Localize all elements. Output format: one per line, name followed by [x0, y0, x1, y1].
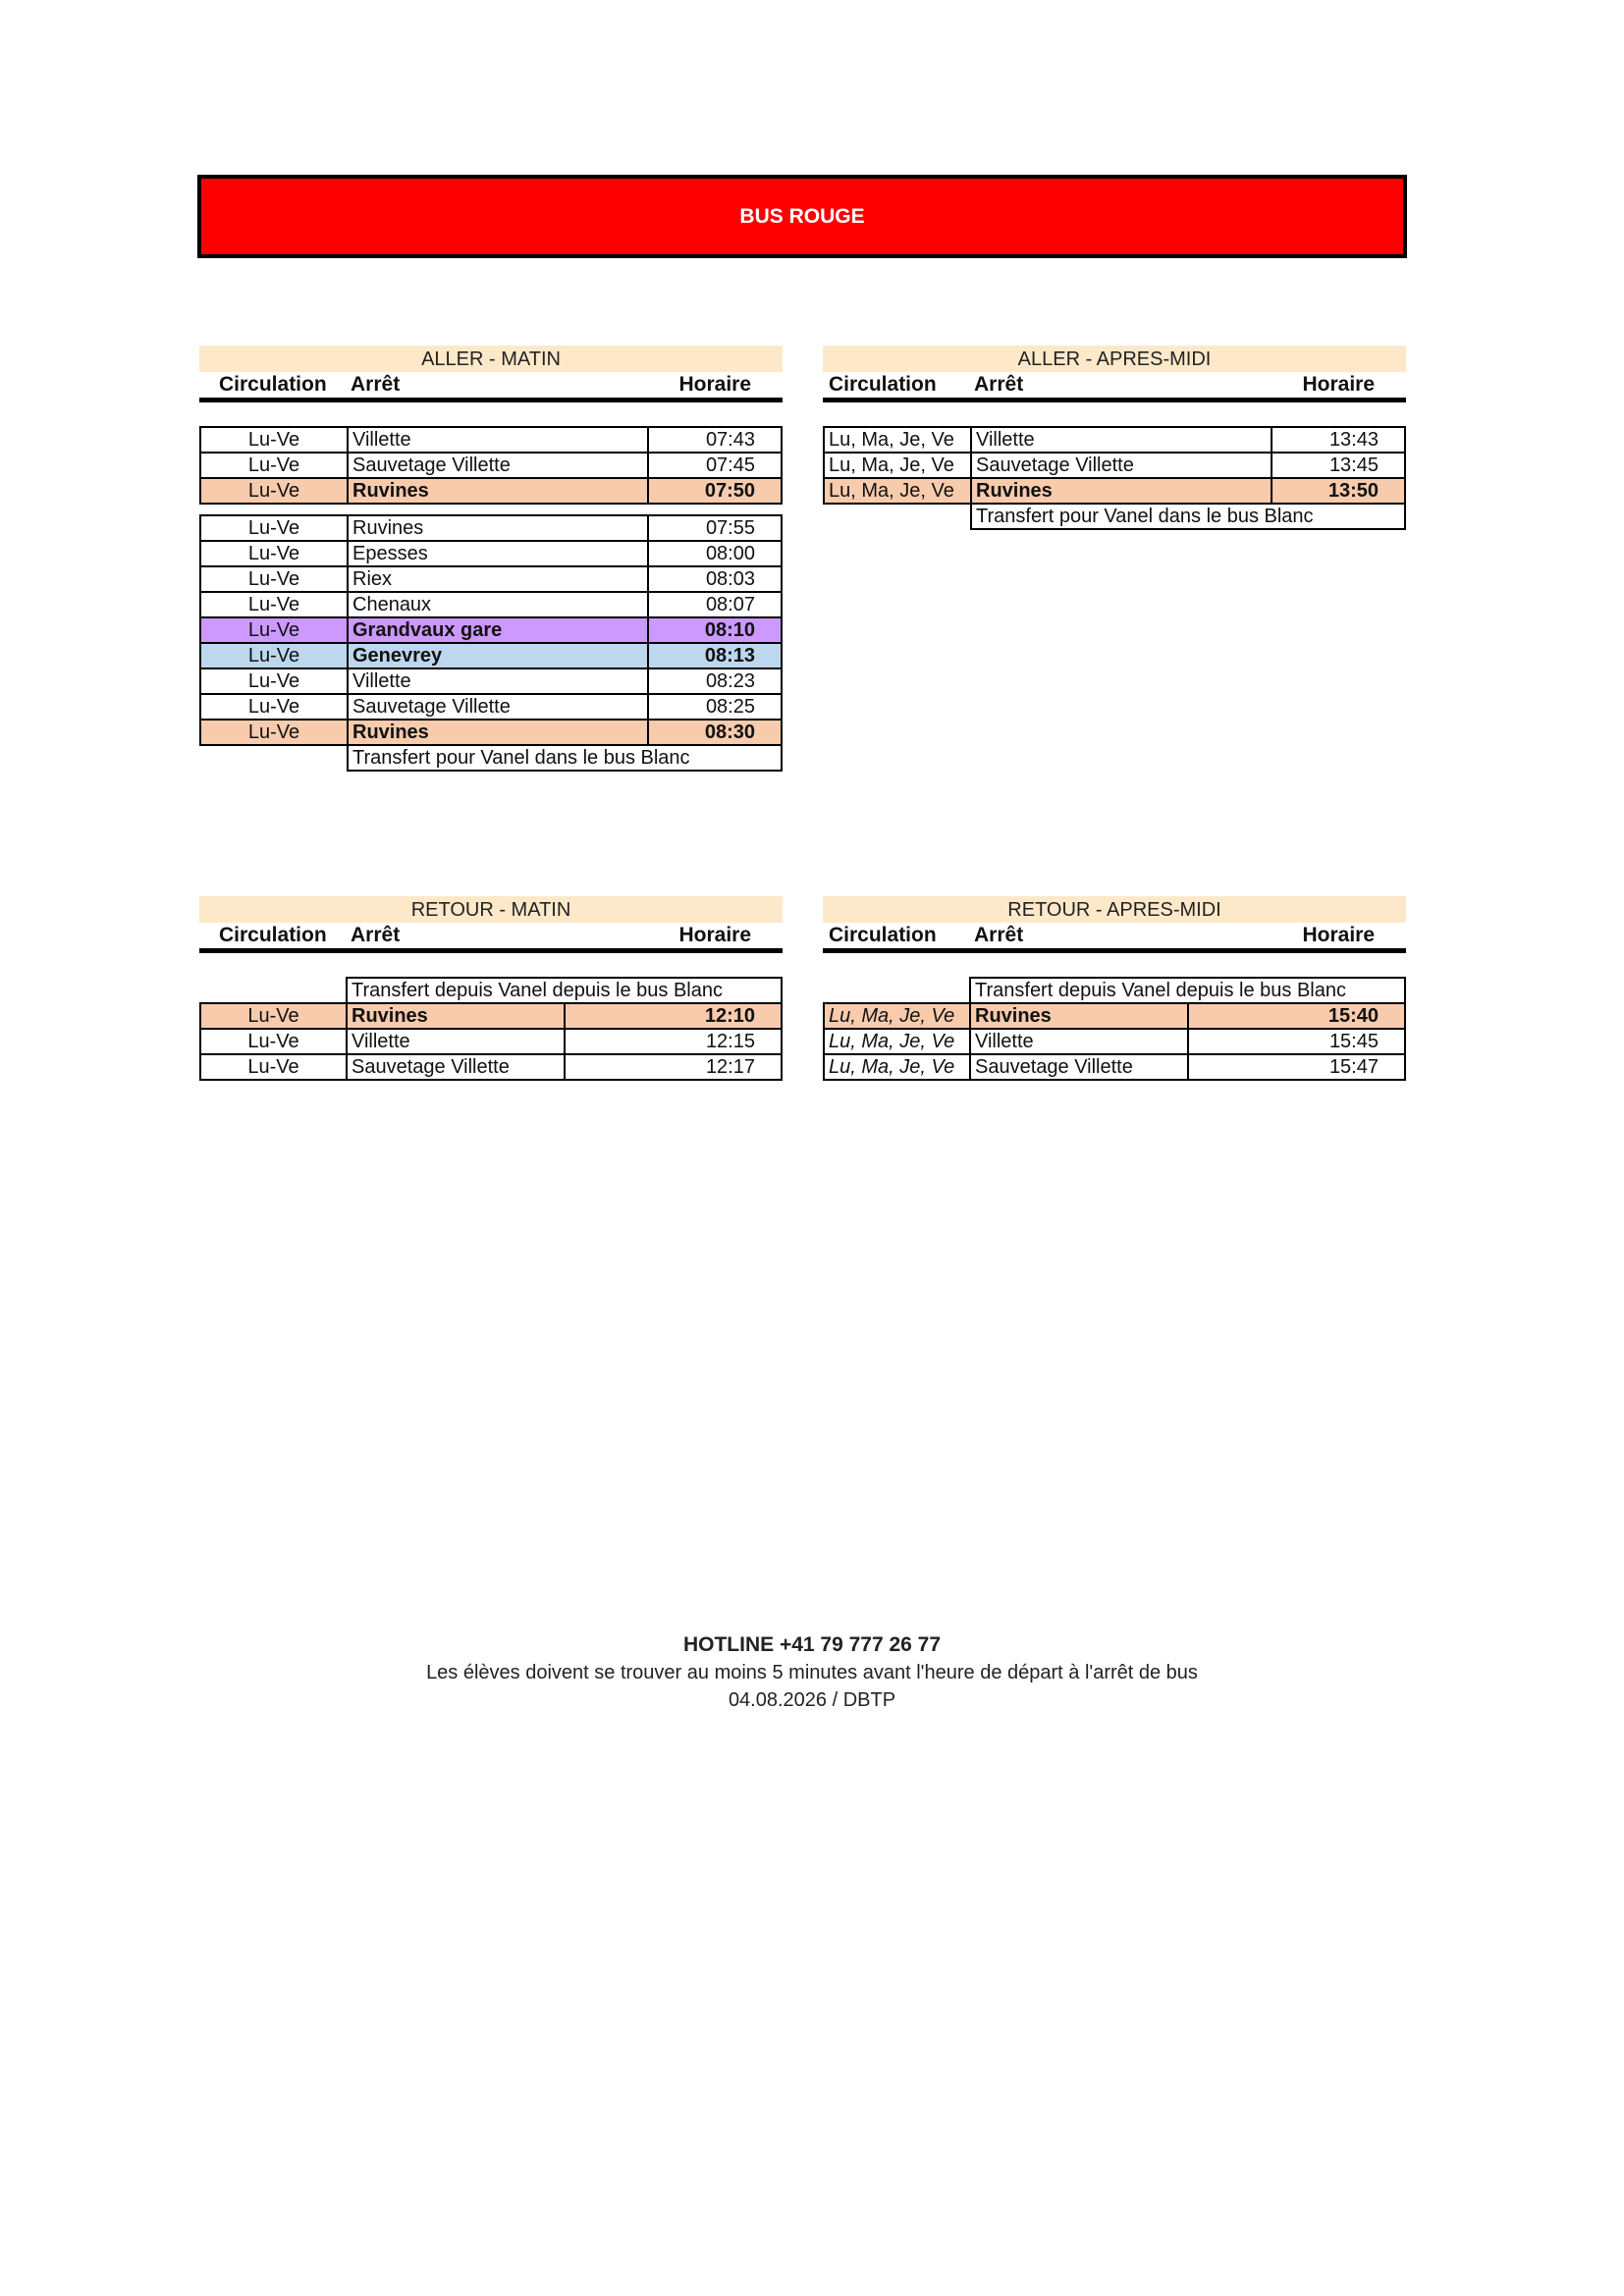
- retour-apres-midi-section: [823, 896, 1406, 1081]
- circulation-cell: Lu-Ve: [200, 566, 348, 592]
- time-cell: 13:45: [1272, 453, 1405, 478]
- blank-cell: [824, 504, 971, 529]
- header-horaire: Horaire: [678, 924, 751, 946]
- header-arret: Arrêt: [351, 373, 401, 396]
- stop-cell: Ruvines: [348, 478, 648, 504]
- circulation-cell: Lu, Ma, Je, Ve: [824, 478, 971, 504]
- schedule-row: [200, 720, 782, 745]
- stop-cell: Sauvetage Villette: [347, 1054, 565, 1080]
- schedule-table: [823, 426, 1406, 530]
- circulation-cell: Lu-Ve: [200, 720, 348, 745]
- stop-cell: Sauvetage Villette: [348, 453, 648, 478]
- column-header: [199, 923, 783, 953]
- schedule-row: [200, 617, 782, 643]
- stop-cell: Grandvaux gare: [348, 617, 648, 643]
- schedule-row: [824, 1029, 1405, 1054]
- circulation-cell: Lu-Ve: [200, 643, 348, 668]
- time-cell: 15:47: [1188, 1054, 1406, 1080]
- stop-cell: Sauvetage Villette: [971, 453, 1272, 478]
- circulation-cell: Lu-Ve: [200, 427, 348, 453]
- circulation-cell: Lu-Ve: [200, 1029, 347, 1054]
- aller-matin-section: [199, 346, 783, 772]
- time-cell: 08:30: [648, 720, 782, 745]
- time-cell: 08:13: [648, 643, 782, 668]
- circulation-cell: Lu, Ma, Je, Ve: [824, 1003, 970, 1029]
- blank-cell: [200, 745, 348, 771]
- stop-cell: Ruvines: [348, 515, 648, 541]
- schedule-table: [823, 977, 1406, 1081]
- header-circulation: Circulation: [829, 924, 937, 946]
- schedule-row: [824, 1003, 1405, 1029]
- schedule-row: [200, 453, 782, 478]
- section-title: ALLER - MATIN: [199, 346, 783, 372]
- circulation-cell: Lu-Ve: [200, 478, 348, 504]
- time-cell: 07:55: [648, 515, 782, 541]
- stop-cell: Ruvines: [347, 1003, 565, 1029]
- time-cell: 07:45: [648, 453, 782, 478]
- transfer-note: Transfert pour Vanel dans le bus Blanc: [971, 504, 1405, 529]
- schedule-row: [200, 1029, 782, 1054]
- schedule-row: [200, 643, 782, 668]
- circulation-cell: Lu-Ve: [200, 453, 348, 478]
- document-date: 04.08.2026 / DBTP: [728, 1689, 896, 1711]
- transfer-note-row: [824, 504, 1405, 529]
- time-cell: 08:23: [648, 668, 782, 694]
- stop-cell: Sauvetage Villette: [970, 1054, 1188, 1080]
- header-horaire: Horaire: [678, 373, 751, 396]
- time-cell: 08:03: [648, 566, 782, 592]
- section-title: RETOUR - MATIN: [199, 896, 783, 923]
- stop-cell: Villette: [347, 1029, 565, 1054]
- circulation-cell: Lu, Ma, Je, Ve: [824, 1029, 970, 1054]
- blank-cell: [824, 978, 970, 1003]
- section-title: ALLER - APRES-MIDI: [823, 346, 1406, 372]
- schedule-row: [200, 427, 782, 453]
- stop-cell: Villette: [970, 1029, 1188, 1054]
- transfer-note: Transfert depuis Vanel depuis le bus Blanc: [970, 978, 1405, 1003]
- stop-cell: Ruvines: [348, 720, 648, 745]
- schedule-table: [199, 514, 783, 772]
- transfer-note-row: [200, 978, 782, 1003]
- circulation-cell: Lu-Ve: [200, 668, 348, 694]
- stop-cell: Sauvetage Villette: [348, 694, 648, 720]
- circulation-cell: Lu-Ve: [200, 617, 348, 643]
- time-cell: 15:40: [1188, 1003, 1406, 1029]
- time-cell: 08:00: [648, 541, 782, 566]
- time-cell: 12:17: [565, 1054, 783, 1080]
- circulation-cell: Lu-Ve: [200, 1054, 347, 1080]
- schedule-row: [200, 1054, 782, 1080]
- circulation-cell: Lu, Ma, Je, Ve: [824, 427, 971, 453]
- schedule-table: [199, 977, 783, 1081]
- stop-cell: Villette: [348, 668, 648, 694]
- schedule-row: [824, 427, 1405, 453]
- schedule-row: [200, 478, 782, 504]
- aller-apres-midi-section: [823, 346, 1406, 530]
- schedule-table: [199, 426, 783, 505]
- header-arret: Arrêt: [351, 924, 401, 946]
- retour-matin-section: [199, 896, 783, 1081]
- circulation-cell: Lu-Ve: [200, 592, 348, 617]
- transfer-note-row: [200, 745, 782, 771]
- schedule-row: [200, 541, 782, 566]
- stop-cell: Epesses: [348, 541, 648, 566]
- schedule-row: [824, 478, 1405, 504]
- time-cell: 08:25: [648, 694, 782, 720]
- blank-cell: [200, 978, 347, 1003]
- header-circulation: Circulation: [829, 373, 937, 396]
- stop-cell: Riex: [348, 566, 648, 592]
- stop-cell: Villette: [348, 427, 648, 453]
- time-cell: 12:10: [565, 1003, 783, 1029]
- schedule-row: [824, 453, 1405, 478]
- time-cell: 12:15: [565, 1029, 783, 1054]
- time-cell: 07:50: [648, 478, 782, 504]
- schedule-row: [200, 592, 782, 617]
- circulation-cell: Lu-Ve: [200, 515, 348, 541]
- column-header: [823, 923, 1406, 953]
- schedule-row: [200, 1003, 782, 1029]
- circulation-cell: Lu, Ma, Je, Ve: [824, 453, 971, 478]
- circulation-cell: Lu-Ve: [200, 541, 348, 566]
- schedule-row: [200, 694, 782, 720]
- time-cell: 15:45: [1188, 1029, 1406, 1054]
- time-cell: 08:07: [648, 592, 782, 617]
- header-arret: Arrêt: [974, 373, 1024, 396]
- header-circulation: Circulation: [219, 924, 327, 946]
- transfer-note-row: [824, 978, 1405, 1003]
- time-cell: 13:50: [1272, 478, 1405, 504]
- header-circulation: Circulation: [219, 373, 327, 396]
- stop-cell: Genevrey: [348, 643, 648, 668]
- header-horaire: Horaire: [1302, 373, 1375, 396]
- schedule-row: [200, 566, 782, 592]
- column-header: [823, 372, 1406, 402]
- stop-cell: Ruvines: [970, 1003, 1188, 1029]
- schedule-row: [200, 668, 782, 694]
- column-header: [199, 372, 783, 402]
- stop-cell: Villette: [971, 427, 1272, 453]
- notice-text: Les élèves doivent se trouver au moins 5 minutes avant l'heure de départ à l'arrêt de bus: [426, 1662, 1198, 1683]
- time-cell: 08:10: [648, 617, 782, 643]
- header-horaire: Horaire: [1302, 924, 1375, 946]
- time-cell: 07:43: [648, 427, 782, 453]
- schedule-row: [200, 515, 782, 541]
- transfer-note: Transfert pour Vanel dans le bus Blanc: [348, 745, 782, 771]
- header-arret: Arrêt: [974, 924, 1024, 946]
- stop-cell: Chenaux: [348, 592, 648, 617]
- circulation-cell: Lu-Ve: [200, 1003, 347, 1029]
- time-cell: 13:43: [1272, 427, 1405, 453]
- section-title: RETOUR - APRES-MIDI: [823, 896, 1406, 923]
- stop-cell: Ruvines: [971, 478, 1272, 504]
- title-banner: BUS ROUGE: [197, 175, 1407, 258]
- transfer-note: Transfert depuis Vanel depuis le bus Blanc: [347, 978, 782, 1003]
- circulation-cell: Lu-Ve: [200, 694, 348, 720]
- schedule-row: [824, 1054, 1405, 1080]
- circulation-cell: Lu, Ma, Je, Ve: [824, 1054, 970, 1080]
- hotline: HOTLINE +41 79 777 26 77: [682, 1633, 942, 1656]
- footer: [0, 1631, 1624, 1714]
